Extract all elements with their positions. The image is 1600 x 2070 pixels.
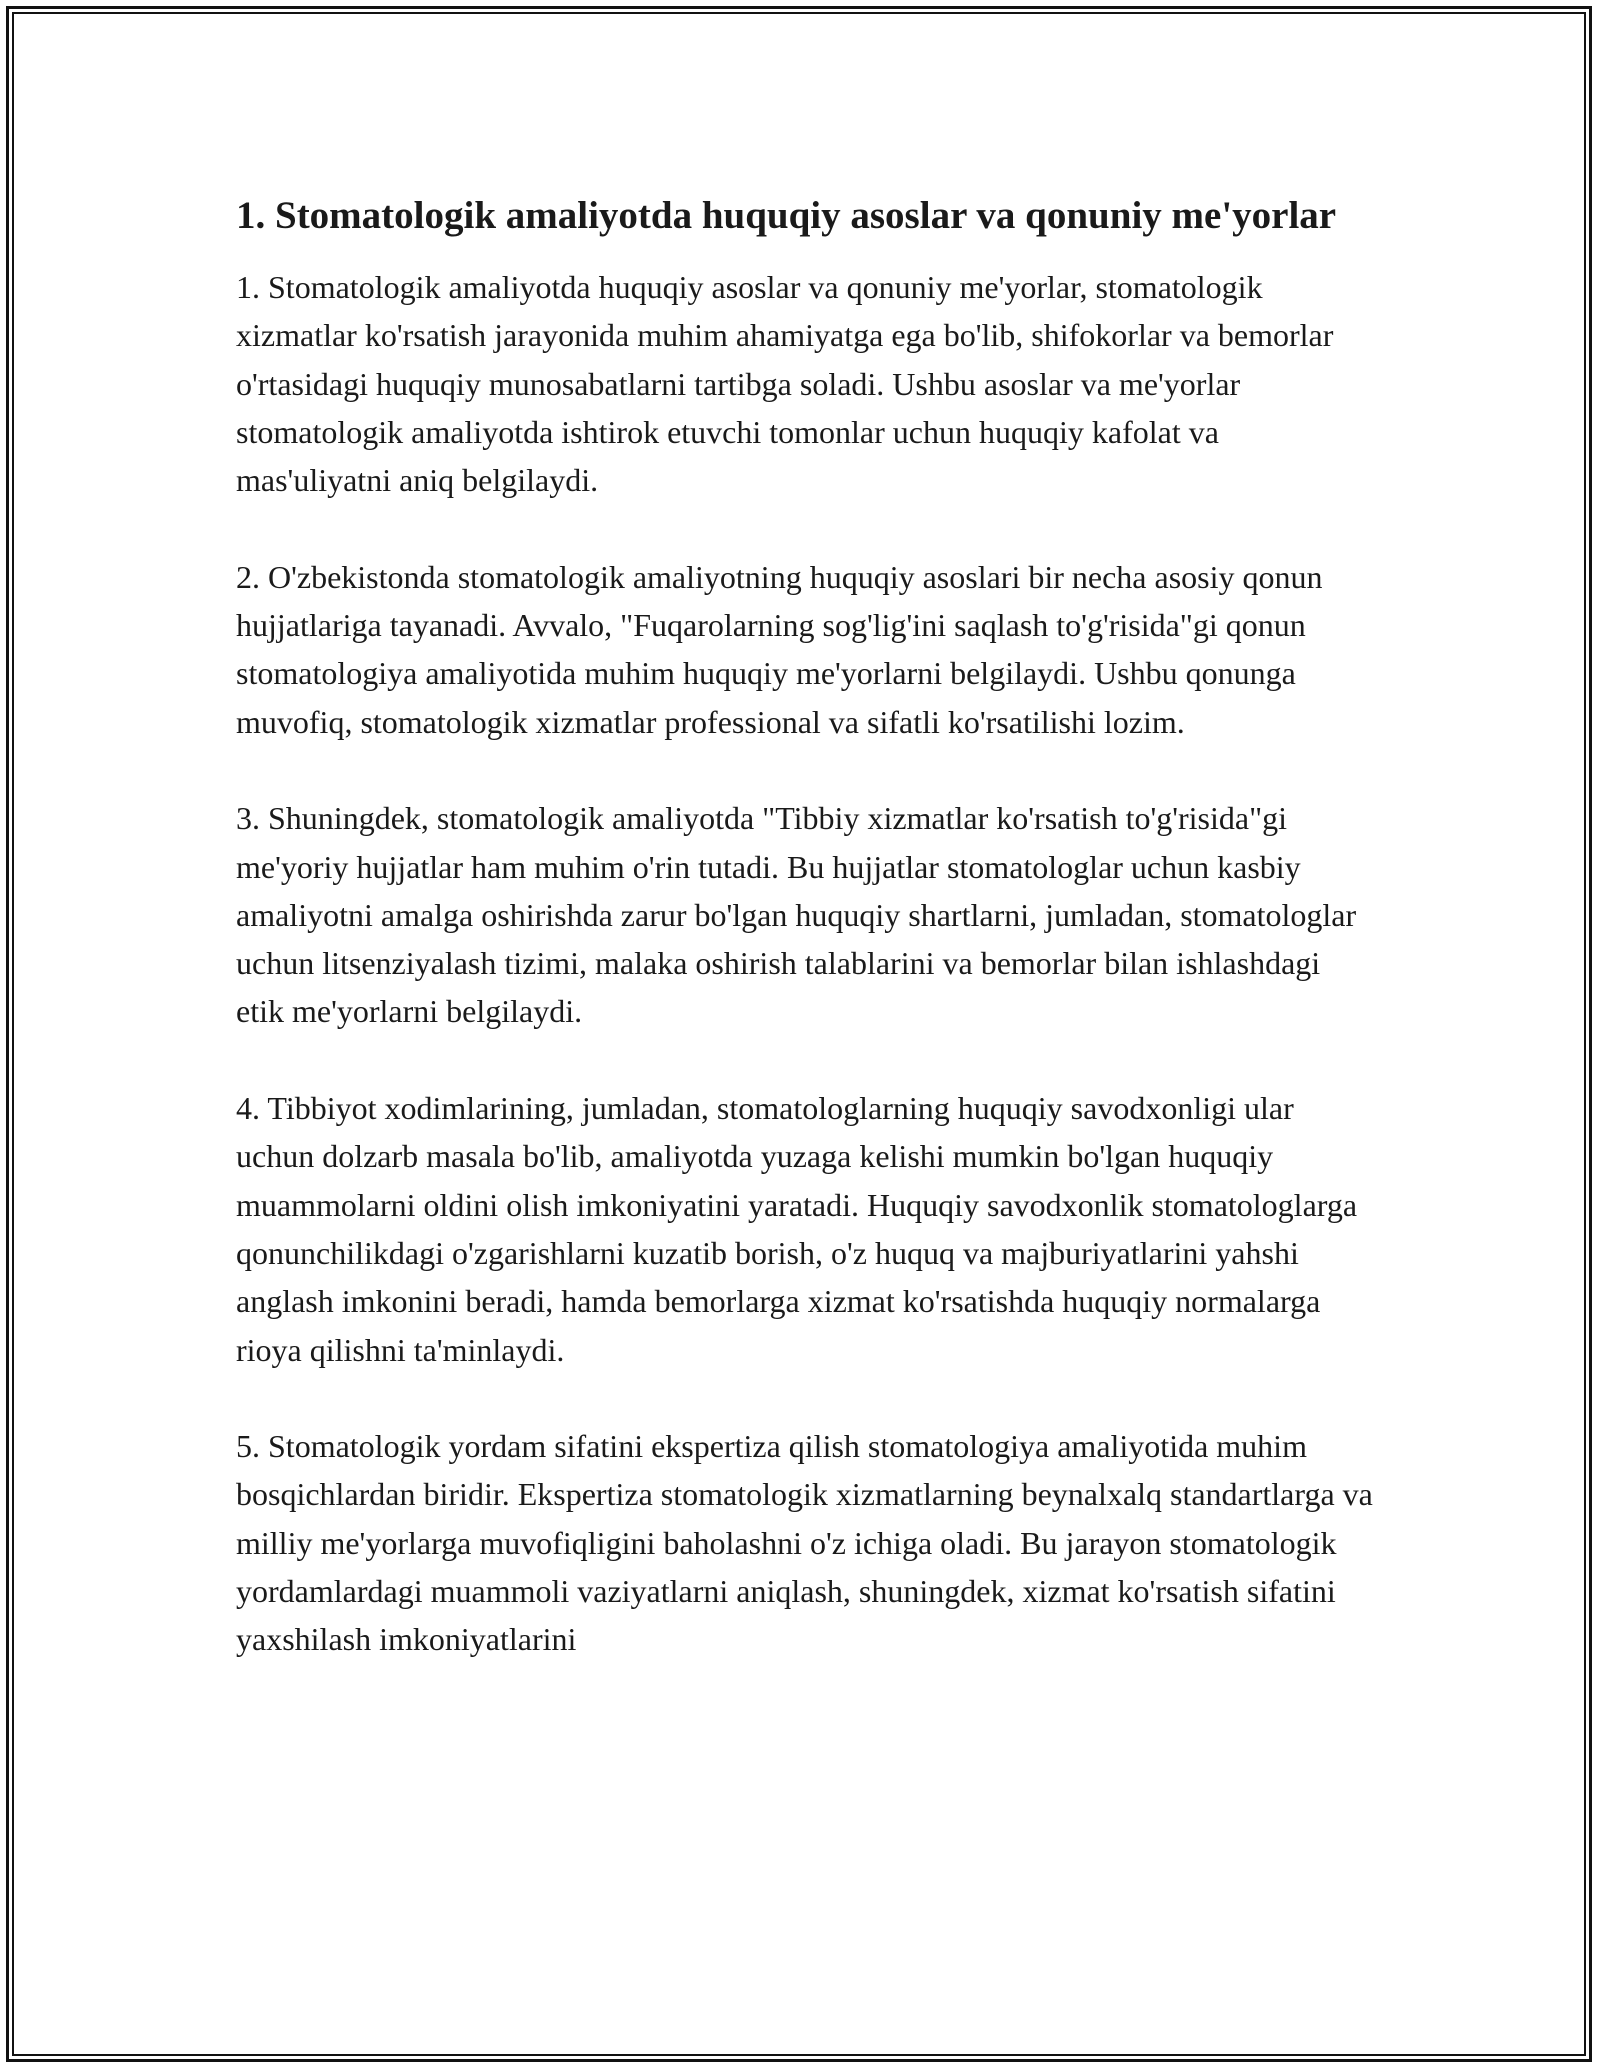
- paragraph-4: 4. Tibbiyot xodimlarining, jumladan, stomatologlarning huquqiy savodxonligi ular uchun dolzarb masala bo'lib, amaliyotda yuzaga kelishi mumkin bo'lgan huquqiy muammolarni oldini olish imkoniyatini yaratadi. Huquqiy savodxonlik stomatologlarga qonunchilikdagi o'zgarishlarni kuzatib borish, o'z huquq va majburiyatlarini yahshi anglash imkonini beradi, hamda bemorlarga xizmat ko'rsatishda huquqiy normalarga rioya qilishni ta'minlaydi.: [236, 1090, 1358, 1368]
- document-body: [236, 188, 1376, 1664]
- document-title: 1. Stomatologik amaliyotda huquqiy asoslar va qonuniy me'yorlar: [236, 194, 1337, 237]
- paragraph-3: 3. Shuningdek, stomatologik amaliyotda "Tibbiy xizmatlar ko'rsatish to'g'risida"gi me'yoriy hujjatlar ham muhim o'rin tutadi. Bu hujjatlar stomatologlar uchun kasbiy amaliyotni amalga oshirishda zarur bo'lgan huquqiy shartlarni, jumladan, stomatologlar uchun litsenziyalash tizimi, malaka oshirish talablarini va bemorlar bilan ishlashdagi etik me'yorlarni belgilaydi.: [236, 800, 1357, 1030]
- paragraph-1: 1. Stomatologik amaliyotda huquqiy asoslar va qonuniy me'yorlar, stomatologik xizmatlar ko'rsatish jarayonida muhim ahamiyatga ega bo'lib, shifokorlar va bemorlar o'rtasidagi huquqiy munosabatlarni tartibga soladi. Ushbu asoslar va me'yorlar stomatologik amaliyotda ishtirok etuvchi tomonlar uchun huquqiy kafolat va mas'uliyatni aniq belgilaydi.: [236, 269, 1334, 499]
- paragraph-5: 5. Stomatologik yordam sifatini ekspertiza qilish stomatologiya amaliyotida muhim bosqichlardan biridir. Ekspertiza stomatologik xizmatlarning beynalxalq standartlarga va milliy me'yorlarga muvofiqligini baholashni o'z ichiga oladi. Bu jarayon stomatologik yordamlardagi muammoli vaziyatlarni aniqlash, shuningdek, xizmat ko'rsatish sifatini yaxshilash imkoniyatlarini: [236, 1428, 1373, 1658]
- paragraph-2: 2. O'zbekistonda stomatologik amaliyotning huquqiy asoslari bir necha asosiy qonun hujjatlariga tayanadi. Avvalo, "Fuqarolarning sog'lig'ini saqlash to'g'risida"gi qonun stomatologiya amaliyotida muhim huquqiy me'yorlarni belgilaydi. Ushbu qonunga muvofiq, stomatologik xizmatlar professional va sifatli ko'rsatilishi lozim.: [236, 558, 1323, 740]
